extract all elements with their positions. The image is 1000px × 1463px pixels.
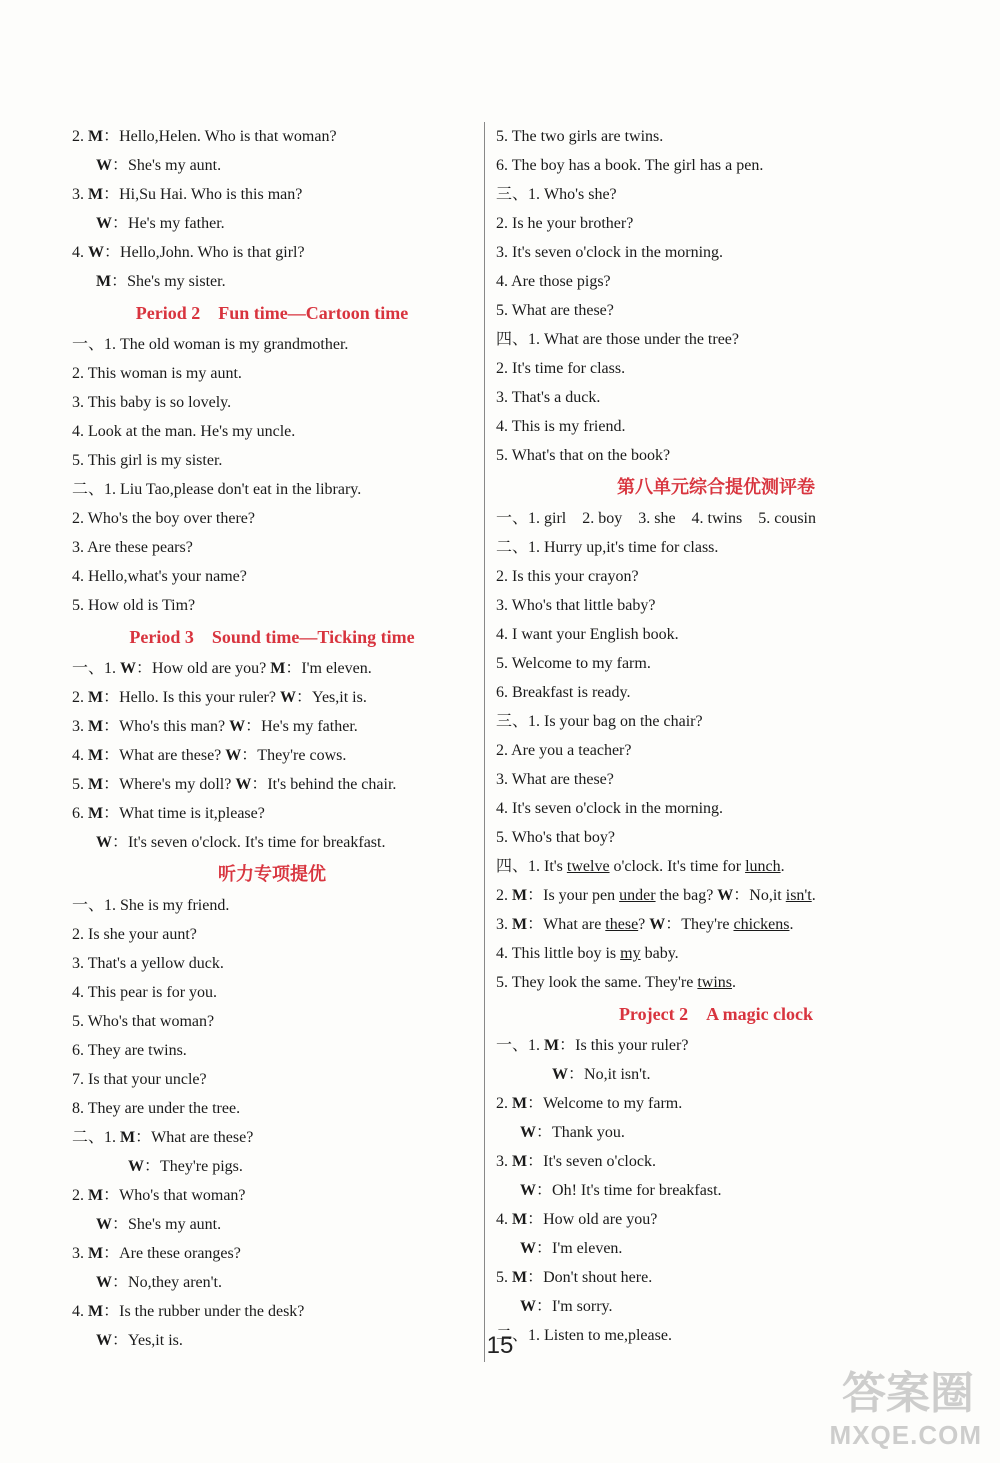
dialogue-text: They're pigs.: [160, 1158, 243, 1175]
answer-text: ：What are: [527, 916, 606, 933]
answer-text: 3. Who's that little baby?: [496, 597, 656, 614]
answer-line: [72, 359, 472, 388]
item-number: 3.: [72, 718, 84, 735]
dialogue-text: He's my father.: [261, 718, 358, 735]
dialogue-text: Hi,Su Hai. Who is this man?: [119, 186, 303, 203]
answer-line: [72, 891, 472, 920]
answer-text: ：They're: [665, 916, 734, 933]
answer-text: 4. This little boy is: [496, 945, 621, 962]
answer-text: 2. Are you a teacher?: [496, 742, 632, 759]
dialogue-text: Hello. Is this your ruler?: [119, 689, 276, 706]
answer-text: .: [811, 887, 816, 904]
answer-line: [496, 1176, 936, 1205]
answer-text: 2. Is she your aunt?: [72, 926, 197, 943]
answer-text: 5. What are these?: [496, 302, 614, 319]
answer-line: 2. M：Hello. Is this your ruler? W：Yes,it is.: [72, 689, 367, 706]
item-number: 5.: [496, 1269, 508, 1286]
answer-line: [496, 707, 936, 736]
item-number: 4.: [72, 747, 84, 764]
dialogue-text: How old are you?: [543, 1211, 658, 1228]
answer-text: 2.: [496, 887, 512, 904]
item-number: 4.: [496, 1211, 508, 1228]
item-number: 2.: [72, 689, 84, 706]
dialogue-text: I'm eleven.: [301, 660, 372, 677]
item-number: 4.: [72, 1303, 84, 1320]
speaker-label: W: [520, 1182, 536, 1199]
answer-text: 二、1. Liu Tao,please don't eat in the library.: [72, 481, 362, 498]
dialogue-reply: W：Yes,it is.: [96, 1332, 183, 1349]
item-number: 一、1.: [496, 1037, 541, 1054]
answer-line: 3. M：Hi,Su Hai. Who is this man?: [72, 186, 303, 203]
speaker-label: M: [120, 1129, 136, 1146]
answer-line: [496, 678, 936, 707]
answer-text: ：Is your pen: [527, 887, 620, 904]
answer-text: 2. Is he your brother?: [496, 215, 634, 232]
speaker-label: W: [235, 776, 252, 793]
dialogue-text: Where's my doll?: [119, 776, 232, 793]
dialogue-reply: W：Thank you.: [520, 1124, 625, 1141]
dialogue-text: Yes,it is.: [312, 689, 367, 706]
answer-text: 2. This woman is my aunt.: [72, 365, 242, 382]
speaker-label: W: [649, 916, 666, 933]
answer-line: [496, 412, 936, 441]
answer-text: 一、1. The old woman is my grandmother.: [72, 336, 349, 353]
answer-text: .: [789, 916, 794, 933]
speaker-label: W: [520, 1240, 536, 1257]
answer-text: 2. Is this your crayon?: [496, 568, 639, 585]
answer-line: [72, 209, 472, 238]
answer-line: [496, 533, 936, 562]
answer-text: 5. Who's that boy?: [496, 829, 616, 846]
right-column: [496, 122, 936, 1350]
answer-text: 2. Who's the boy over there?: [72, 510, 255, 527]
speaker-label: M: [88, 128, 104, 145]
answer-line: [496, 1118, 936, 1147]
speaker-label: M: [544, 1037, 560, 1054]
speaker-label: M: [88, 186, 104, 203]
answer-text: 7. Is that your uncle?: [72, 1071, 207, 1088]
answer-line: 2. M：Who's that woman?: [72, 1187, 246, 1204]
section-heading: 听力专项提优: [218, 864, 326, 884]
answer-line: [496, 238, 936, 267]
answer-line: [72, 1210, 472, 1239]
speaker-label: W: [520, 1124, 536, 1141]
answer-text: 3. That's a yellow duck.: [72, 955, 224, 972]
answer-line: [72, 920, 472, 949]
speaker-label: W: [552, 1066, 568, 1083]
speaker-label: W: [96, 834, 112, 851]
dialogue-text: Who's this man?: [119, 718, 226, 735]
filled-blank: chickens: [733, 916, 790, 933]
answer-text: 一、1. She is my friend.: [72, 897, 230, 914]
answer-text: 5. They look the same. They're: [496, 974, 698, 991]
answer-line: [496, 122, 936, 151]
answer-line: [496, 441, 936, 470]
answer-text: 5. How old is Tim?: [72, 597, 196, 614]
dialogue-text: She's my aunt.: [128, 157, 222, 174]
speaker-label: W: [229, 718, 246, 735]
section-heading: Project 2 A magic clock: [618, 1004, 814, 1024]
speaker-label: M: [512, 1211, 528, 1228]
dialogue-text: Welcome to my farm.: [543, 1095, 683, 1112]
answer-line: [496, 1060, 936, 1089]
answer-line: 一、1. W：How old are you? M：I'm eleven.: [72, 660, 372, 677]
speaker-label: M: [88, 776, 104, 793]
speaker-label: M: [88, 747, 104, 764]
answer-line: 一、1. M：Is this your ruler?: [496, 1037, 689, 1054]
dialogue-text: It's behind the chair.: [267, 776, 397, 793]
dialogue-reply: W：Oh! It's time for breakfast.: [520, 1182, 722, 1199]
answer-line: 2. M：Welcome to my farm.: [496, 1095, 683, 1112]
dialogue-text: How old are you?: [152, 660, 267, 677]
item-number: 3.: [72, 1245, 84, 1262]
answer-line: [72, 1268, 472, 1297]
answer-line: [72, 1007, 472, 1036]
answer-text: .: [732, 974, 737, 991]
answer-text: 5. What's that on the book?: [496, 447, 671, 464]
dialogue-text: What time is it,please?: [119, 805, 265, 822]
speaker-label: M: [512, 1153, 528, 1170]
item-number: 3.: [72, 186, 84, 203]
watermark-text: MXQE.COM: [829, 1420, 982, 1450]
answer-text: 一、1. girl 2. boy 3. she 4. twins 5. cousin: [496, 510, 816, 527]
speaker-label: M: [512, 1269, 528, 1286]
answer-line: [496, 562, 936, 591]
answer-text: 3. This baby is so lovely.: [72, 394, 232, 411]
dialogue-text: It's seven o'clock. It's time for breakfast.: [128, 834, 386, 851]
dialogue-reply: W：No,they aren't.: [96, 1274, 222, 1291]
speaker-label: M: [88, 689, 104, 706]
answer-line: [496, 591, 936, 620]
answer-text: 3. It's seven o'clock in the morning.: [496, 244, 724, 261]
section-heading: 第八单元综合提优测评卷: [617, 477, 815, 497]
answer-line: 5. M：Don't shout here.: [496, 1269, 653, 1286]
item-number: 一、1.: [72, 660, 117, 677]
section-heading: Period 3 Sound time—Ticking time: [129, 627, 415, 647]
speaker-label: W: [717, 887, 734, 904]
speaker-label: M: [512, 916, 528, 933]
answer-text: the bag?: [655, 887, 718, 904]
dialogue-text: He's my father.: [128, 215, 225, 232]
dialogue-reply: W：I'm sorry.: [520, 1298, 613, 1315]
dialogue-text: I'm sorry.: [552, 1298, 613, 1315]
speaker-label: M: [88, 1187, 104, 1204]
answer-line: 3. M：Who's this man? W：He's my father.: [72, 718, 358, 735]
page-number: 15: [486, 1332, 514, 1359]
answer-text: 4. I want your English book.: [496, 626, 679, 643]
dialogue-reply: W：No,it isn't.: [552, 1066, 651, 1083]
item-number: 5.: [72, 776, 84, 793]
answer-text: 四、1. It's: [496, 858, 567, 875]
dialogue-reply: W：I'm eleven.: [520, 1240, 623, 1257]
filled-blank: these: [605, 916, 639, 933]
dialogue-text: No,it isn't.: [584, 1066, 651, 1083]
speaker-label: M: [96, 273, 112, 290]
answer-text: 6. Breakfast is ready.: [496, 684, 631, 701]
answer-line: 3. M：Are these oranges?: [72, 1245, 241, 1262]
answer-line: [496, 823, 936, 852]
answer-line: 4. M：How old are you?: [496, 1211, 658, 1228]
dialogue-text: Yes,it is.: [128, 1332, 183, 1349]
answer-line: [496, 881, 936, 910]
dialogue-text: Are these oranges?: [119, 1245, 241, 1262]
answer-line: 4. M：Is the rubber under the desk?: [72, 1303, 305, 1320]
answer-line: [496, 968, 936, 997]
speaker-label: M: [512, 887, 528, 904]
watermark-logo: 答案圈: [842, 1368, 974, 1419]
answer-line: [72, 1152, 472, 1181]
dialogue-text: Who's that woman?: [119, 1187, 246, 1204]
answer-text: 4. It's seven o'clock in the morning.: [496, 800, 724, 817]
speaker-label: W: [96, 1216, 112, 1233]
speaker-label: W: [96, 1274, 112, 1291]
dialogue-reply: M：She's my sister.: [96, 273, 226, 290]
answer-text: 3.: [496, 916, 512, 933]
answer-text: 三、1. Who's she?: [496, 186, 617, 203]
watermark: [792, 1353, 982, 1453]
answer-text: 5. The two girls are twins.: [496, 128, 664, 145]
item-number: 2.: [72, 128, 84, 145]
speaker-label: W: [96, 157, 112, 174]
speaker-label: W: [120, 660, 137, 677]
speaker-label: W: [225, 747, 242, 764]
answer-line: 2. M：Hello,Helen. Who is that woman?: [72, 128, 337, 145]
speaker-label: W: [279, 689, 296, 706]
dialogue-reply: W：She's my aunt.: [96, 1216, 222, 1233]
filled-blank: isn't: [785, 887, 812, 904]
answer-line: [496, 325, 936, 354]
answer-line: [72, 417, 472, 446]
answer-line: [496, 794, 936, 823]
answer-line: 5. M：Where's my doll? W：It's behind the chair.: [72, 776, 397, 793]
speaker-label: M: [270, 660, 286, 677]
answer-text: 4. Hello,what's your name?: [72, 568, 247, 585]
answer-line: [72, 533, 472, 562]
answer-line: [496, 1292, 936, 1321]
filled-blank: my: [620, 945, 641, 962]
answer-line: [72, 330, 472, 359]
dialogue-text: Thank you.: [552, 1124, 625, 1141]
answer-text: 二、1. Listen to me,please.: [496, 1327, 672, 1344]
item-number: 二、1.: [72, 1129, 117, 1146]
filled-blank: under: [619, 887, 656, 904]
dialogue-text: Is the rubber under the desk?: [119, 1303, 305, 1320]
answer-text: 8. They are under the tree.: [72, 1100, 241, 1117]
dialogue-text: Don't shout here.: [543, 1269, 653, 1286]
answer-text: 4. This pear is for you.: [72, 984, 218, 1001]
answer-line: [72, 828, 472, 857]
speaker-label: M: [512, 1095, 528, 1112]
dialogue-text: She's my sister.: [127, 273, 226, 290]
column-divider: [484, 122, 485, 1362]
item-number: 2.: [72, 1187, 84, 1204]
answer-line: [496, 1234, 936, 1263]
answer-line: [72, 1065, 472, 1094]
answer-line: 6. M：What time is it,please?: [72, 805, 265, 822]
answer-line: [72, 151, 472, 180]
answer-line: [72, 267, 472, 296]
dialogue-text: It's seven o'clock.: [543, 1153, 656, 1170]
answer-text: 二、1. Hurry up,it's time for class.: [496, 539, 719, 556]
answer-line: [496, 354, 936, 383]
answer-text: 5. Welcome to my farm.: [496, 655, 651, 672]
answer-line: [72, 562, 472, 591]
speaker-label: W: [96, 215, 112, 232]
dialogue-text: They're cows.: [257, 747, 347, 764]
answer-text: 5. This girl is my sister.: [72, 452, 223, 469]
answer-line: 4. W：Hello,John. Who is that girl?: [72, 244, 305, 261]
answer-line: [72, 1036, 472, 1065]
speaker-label: W: [128, 1158, 144, 1175]
answer-text: 3. What are these?: [496, 771, 614, 788]
answer-text: 2. It's time for class.: [496, 360, 626, 377]
answer-line: [496, 180, 936, 209]
answer-text: 4. Look at the man. He's my uncle.: [72, 423, 296, 440]
answer-line: [72, 591, 472, 620]
left-column: [72, 122, 472, 1355]
answer-line: [496, 852, 936, 881]
answer-line: [496, 910, 936, 939]
speaker-label: M: [88, 718, 104, 735]
answer-text: 三、1. Is your bag on the chair?: [496, 713, 703, 730]
answer-text: o'clock. It's time for: [609, 858, 746, 875]
speaker-label: W: [88, 244, 104, 261]
item-number: 6.: [72, 805, 84, 822]
answer-line: [72, 949, 472, 978]
answer-text: 四、1. What are those under the tree?: [496, 331, 740, 348]
dialogue-text: Hello,Helen. Who is that woman?: [119, 128, 337, 145]
answer-text: 6. They are twins.: [72, 1042, 187, 1059]
filled-blank: twins: [697, 974, 733, 991]
dialogue-reply: W：He's my father.: [96, 215, 225, 232]
answer-line: [496, 504, 936, 533]
answer-line: [72, 978, 472, 1007]
dialogue-reply: W：They're pigs.: [128, 1158, 243, 1175]
speaker-label: M: [88, 805, 104, 822]
answer-line: [496, 649, 936, 678]
speaker-label: M: [88, 1303, 104, 1320]
answer-line: 3. M：It's seven o'clock.: [496, 1153, 656, 1170]
dialogue-text: Hello,John. Who is that girl?: [120, 244, 305, 261]
speaker-label: M: [88, 1245, 104, 1262]
answer-text: 4. Are those pigs?: [496, 273, 611, 290]
answer-line: [496, 383, 936, 412]
dialogue-text: She's my aunt.: [128, 1216, 222, 1233]
speaker-label: W: [96, 1332, 112, 1349]
item-number: 3.: [496, 1153, 508, 1170]
answer-line: [496, 151, 936, 180]
answer-line: [496, 296, 936, 325]
answer-text: ：No,it: [733, 887, 786, 904]
dialogue-text: No,they aren't.: [128, 1274, 222, 1291]
section-heading: Period 2 Fun time—Cartoon time: [135, 303, 409, 323]
answer-line: 二、1. M：What are these?: [72, 1129, 254, 1146]
answer-line: [72, 388, 472, 417]
answer-text: baby.: [640, 945, 679, 962]
answer-text: 6. The boy has a book. The girl has a pen.: [496, 157, 764, 174]
dialogue-reply: W：She's my aunt.: [96, 157, 222, 174]
item-number: 2.: [496, 1095, 508, 1112]
answer-line: [496, 939, 936, 968]
dialogue-reply: W：It's seven o'clock. It's time for breakfast.: [96, 834, 386, 851]
dialogue-text: What are these?: [151, 1129, 254, 1146]
answer-line: [72, 475, 472, 504]
answer-line: [72, 1094, 472, 1123]
dialogue-text: Is this your ruler?: [575, 1037, 689, 1054]
answer-line: [496, 736, 936, 765]
answer-line: [496, 209, 936, 238]
answer-text: 4. This is my friend.: [496, 418, 626, 435]
filled-blank: twelve: [566, 858, 610, 875]
answer-text: 5. Who's that woman?: [72, 1013, 215, 1030]
answer-line: [496, 620, 936, 649]
dialogue-text: Oh! It's time for breakfast.: [552, 1182, 722, 1199]
dialogue-text: What are these?: [119, 747, 222, 764]
answer-text: .: [780, 858, 785, 875]
answer-text: ?: [638, 916, 650, 933]
answer-text: 3. Are these pears?: [72, 539, 193, 556]
answer-line: 4. M：What are these? W：They're cows.: [72, 747, 347, 764]
answer-line: [496, 765, 936, 794]
answer-line: [72, 504, 472, 533]
answer-text: 3. That's a duck.: [496, 389, 601, 406]
answer-line: [72, 446, 472, 475]
dialogue-text: I'm eleven.: [552, 1240, 623, 1257]
filled-blank: lunch: [745, 858, 781, 875]
item-number: 4.: [72, 244, 84, 261]
answer-line: [496, 267, 936, 296]
speaker-label: W: [520, 1298, 536, 1315]
